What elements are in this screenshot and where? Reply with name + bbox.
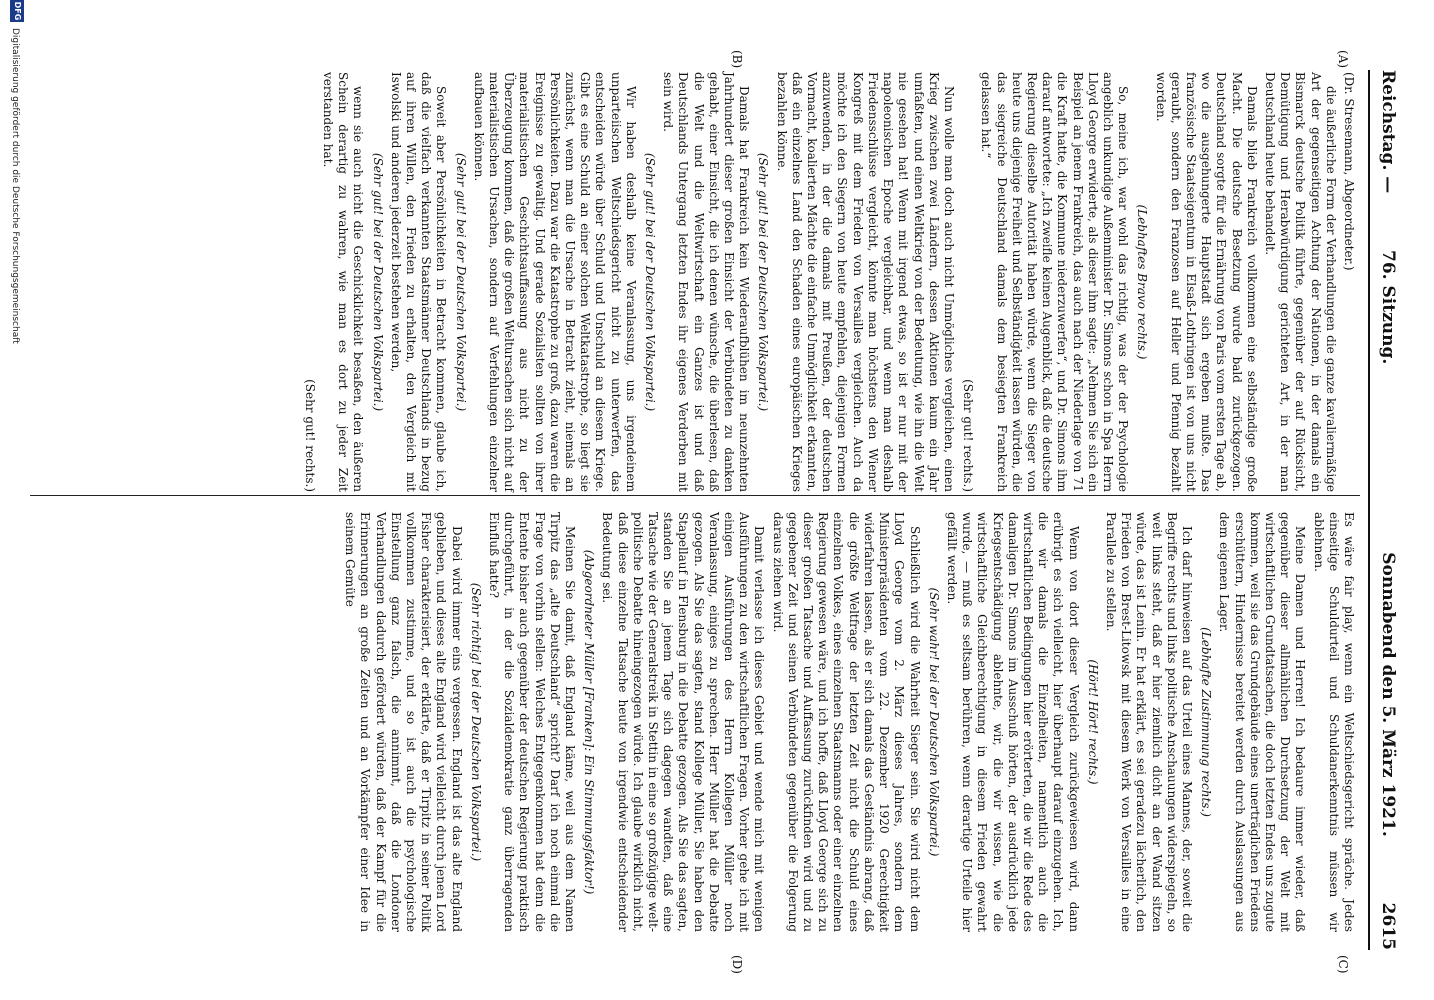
- paragraph: Soweit aber Persönlichkeiten in Betracht kommen, glaube ich, daß die vielfach verkannten Staatsmänner Deutschlands in bezug auf ihren Willen, den Frieden zu erhalten, den Vergleich mit Iswolski und anderen jederzeit bestehen werden,: [388, 72, 449, 492]
- column-divider: [30, 495, 1360, 496]
- paragraph: Nun wolle man doch auch nicht Unmögliches vergleichen, einen Krieg zwischen zwei Ländern, dessen Aktionen kaum ein Jahr umfaßten, und einen Weltkrieg von der Bedeutung, wie ihn die Welt nie gesehen hat! Wenn mit irgend etwas, so ist er nur mit der napoleonischen Epoche vergleichbar, und wenn man deshalb Friedensschlüsse vergleicht, könnte man höchstens den Wiener Kongreß mit dem Frieden von Versailles vergleichen. Auch da möchte ich den Siegern von heute empfehlen, diejenigen Formen anzuwenden, in der die damals mit Preußen, der deutschen Vormacht, koalierten Mächte die einfache Unmöglichkeit erkannten, daß ein einzelnes Land den Schaden eines europäischen Krieges bezahlen könne.: [774, 72, 956, 492]
- margin-mark-a: (A): [1336, 50, 1350, 69]
- right-column: [339, 512, 1356, 932]
- header-date-page: [1378, 552, 1398, 950]
- interjection: (Sehr gut! rechts.): [961, 379, 976, 492]
- paragraph: Damals blieb Frankreich vollkommen eine selbständige große Macht. Die deutsche Besetzung wurde bald zurückgezogen. Deutschland sorgte für die Ernährung von Paris vom ersten Tage ab, wo die ausgehungerte Hauptstadt sich ergeben mußte. Das französische Staatseigentum in Elsaß-Lothringen ist von uns nicht geraubt, sondern den Franzosen auf Heller und Pfennig bezahlt worden.: [1153, 72, 1259, 492]
- interjection: (Sehr gut! bei der Deutschen Volkspartei.): [643, 152, 658, 412]
- interjection: (Sehr gut! bei der Deutschen Volkspartei.): [453, 152, 468, 412]
- paragraph: Wenn von dort dieser Vergleich zurückgewiesen wird, dann erübrigt es sich vielleicht, hier überhaupt darauf einzugehen. Ich, die wir damals die Einzelheiten, namentlich auch die wirtschaftlichen Bedingungen hier erörterten, die wir die Rede des damaligen Dr. Simons im Ausschuß hörten, der ausdrücklich jede Kriegsentschädigung ablehnte, wir, die wir wissen, wie die wirtschaftliche Gleichberechtigung in diesem Frieden gewahrt wurde, — muß es seltsam berühren, wenn derartige Urteile hier gefällt werden.: [944, 512, 1081, 932]
- margin-mark-c: (C): [1336, 955, 1350, 974]
- margin-mark-d: (D): [730, 955, 744, 974]
- paragraph: wenn sie auch nicht die Geschicklichkeit besaßen, den äußeren Schein derartig zu wahren, wie man es dort zu jeder Zeit verstanden hat.: [321, 72, 366, 492]
- paragraph: Es wäre fair play, wenn ein Weltschiedsgericht spräche. Jedes einseitige Schuldurteil und Schuldanerkenntnis müssen wir ablehnen.: [1311, 512, 1356, 932]
- header-date: Sonnabend den 5. März 1921.: [1378, 552, 1398, 837]
- interjection: (Hört! Hört! rechts.): [1085, 659, 1100, 785]
- paragraph: Dabei wird immer eins vergessen. England ist das alte England geblieben, und dieses alte England wird vielleicht durch jenen Lord Fisher charakterisiert, der erklärte, daß er Tirpitz in seiner Politik vollkommen zustimme, und so ist auch die psychologische Einstellung ganz falsch, die annimmt, daß die Londoner Verhandlungen dadurch gefördert würden, daß der Kampf für die Erinnerungen an große Zeiten und an Vorkämpfer einer Idee in seinem Gemüte: [343, 512, 464, 932]
- page-header: [1368, 70, 1404, 950]
- digitization-credit: [4, 0, 24, 1000]
- page-number: 2615: [1378, 902, 1398, 950]
- header-title: Reichstag. —: [1378, 70, 1398, 194]
- speaker-line: (Dr. Stresemann, Abgeordneter.): [1342, 72, 1356, 271]
- margin-mark-b: (B): [730, 50, 744, 69]
- paragraph: Meinen Sie damit, daß England käme, weil aus dem Namen Tirpitz das „alte Deutschland“ spricht? Darf ich noch einmal die Frage von vorhin stellen: Welches Entgegenkommen hat denn die Entente bisher auch gegenüber der deutschen Regierung praktisch durchgeführt, in der die Sozialdemokratie ganz überragenden Einfluß hatte?: [487, 512, 578, 932]
- interjection: (Lebhaftes Bravo rechts.): [1135, 204, 1150, 360]
- interjection: (Sehr gut! bei der Deutschen Volkspartei.): [370, 152, 385, 412]
- interjection: (Sehr gut! rechts.): [302, 379, 317, 492]
- interjection: (Lebhafte Zustimmung rechts.): [1199, 627, 1214, 817]
- paragraph: Wir haben deshalb keine Veranlassung, uns irgendeinem unparteiischen Weltschiedsgericht nicht zu unterwerfen, das entscheiden würde über Schuld und Unschuld an diesem Kriege. Gibt es eine Schuld an einer solchen Weltkatastrophe, so liegt sie zunächst, wenn man die Ursache in Betracht zieht, niemals an Persönlichkeiten. Dazu war die Katastrophe zu groß, dazu waren die Ereignisse zu gewaltig. Und gerade Sozialisten sollten von ihrer materialistischen Geschichtsauffassung aus nicht zu der Überzeugung kommen, daß die großen Weltursachen sich nicht auf materialistischen Ursachen, sondern auf Verfehlungen einzelner aufbauen können.: [471, 72, 638, 492]
- paragraph: Damit verlasse ich dieses Gebiet und wende mich mit wenigen Ausführungen zu den wirtschaftlichen Fragen. Vorher gehe ich mit einigen Ausführungen des Herrn Kollegen Müller noch Veranlassung, einiges zu sprechen. Herr Müller hat die Debatte gezogen. Als Sie das sagten, stand Kollege Müller, Sie haben den Stapellauf in Flensburg in die Debatte gezogen. Als Sie das sagten, standen Sie an jenem Tage sich dagegen wandten, daß eine Tatsache wie der Generalstreik in Stettin in eine so großzügige weltpolitische Debatte hineingezogen würde. Ich glaube wirklich nicht, daß diese einzelne Tatsache heute von irgendwie entscheidender Bedeutung sei.: [600, 512, 767, 932]
- credit-text: Digitalisierung gefördert durch die Deutsche Forschungsgemeinschaft: [10, 28, 20, 344]
- paragraph: Damals hat Frankreich kein Wiederaufblühen im neunzehnten Jahrhundert dieser großen Einsicht der Verbündeten zu danken gehabt, einer Einsicht, die ich denen wünsche, die überlesen, daß die Welt und die Weltwirtschaft ein Ganzes ist und daß Deutschlands Untergang letzten Endes ihr eigenes Verderben mit sein wird.: [661, 72, 752, 492]
- interjection: (Sehr gut! bei der Deutschen Volkspartei.): [756, 152, 771, 412]
- interjection: (Sehr wahr! bei der Deutschen Volkspartei.): [926, 587, 941, 857]
- paragraph: Meine Damen und Herren! Ich bedaure immer wieder, daß gegenüber dieser allmählichen Durchsetzung der Welt mit wirtschaftlichen Grundtatsachen, die doch letzten Endes uns zugute kommen, weil sie das Grundgebäude eines unerträglichen Friedens erschüttern, Hindernisse bereitet werden durch Auslassungen aus dem eigenen Lager.: [1217, 512, 1308, 932]
- dfg-logo: DFG: [10, 0, 24, 22]
- paragraph: Schließlich wird die Wahrheit Sieger sein. Sie wird nicht dem Lloyd George vom 2. März dieses Jahres, sondern dem Ministerpräsidenten vom 22. Dezember 1920 Gerechtigkeit widerfahren lassen, als er sich damals das Geständnis abrang, daß die größte Weltfrage der letzten Zeit nicht die Schuld eines einzelnen Volkes, eines einzelnen Staatsmanns oder einer einzelnen Regierung gewesen wäre, und ich hoffe, daß Lloyd George sich zu dieser großen Tatsache und Auffassung zurückfinden wird und zu gegebener Zeit und seinen Verbündeten gegenüber die Folgerung daraus ziehen wird.: [770, 512, 922, 932]
- header-session: 76. Sitzung.: [1378, 250, 1398, 365]
- interjection: (Sehr richtig! bei der Deutschen Volkspartei.): [468, 582, 483, 862]
- paragraph: So, meine ich, war wohl das richtig, was der der Psychologie angeblich unkundige Außenminister Dr. Simons schon in Spa Herrn Lloyd George erwiderte, als dieser ihm sagte: „Nehmen Sie sich ein Beispiel an jenem Frankreich, das auch nach der Niederlage von 71 die Kraft hatte, die Kommune niederzuwerfen“, und Dr. Simons ihm darauf antwortete: „Ich zweifle keinen Augenblick, daß die deutsche Regierung dieselbe Autorität haben würde, wenn die Sieger von heute uns diejenige Freiheit und Selbständigkeit lassen würden, die das siegreiche Deutschland damals dem besiegten Frankreich gelassen hat.“: [979, 72, 1131, 492]
- interjection: (Abgeordneter Müller [Franken]: Ein Stimmungsfaktor!): [582, 549, 597, 895]
- paragraph: Ich darf hinweisen auf das Urteil eines Mannes, der, soweit die Begriffe rechts und links politische Anschauungen widerspiegeln, so weit links steht, daß er hier ziemlich dicht an der Wand sitzen würde, das ist Lenin. Er hat erklärt, es sei geradezu lächerlich, den Frieden von Brest-Litowsk mit diesem Werk von Versailles in eine Parallele zu stellen.: [1103, 512, 1194, 932]
- paragraph: die äußerliche Form der Verhandlungen die ganze kavaliermäßige Art der gegenseitigen Achtung der Nationen, in der damals ein Bismarck deutsche Politik führte, gegenüber der auf Rücksicht, Demütigung und Herabwürdigung gerichteten Art, in der man Deutschland heute behandelt.: [1262, 72, 1338, 492]
- left-column: [298, 72, 1356, 492]
